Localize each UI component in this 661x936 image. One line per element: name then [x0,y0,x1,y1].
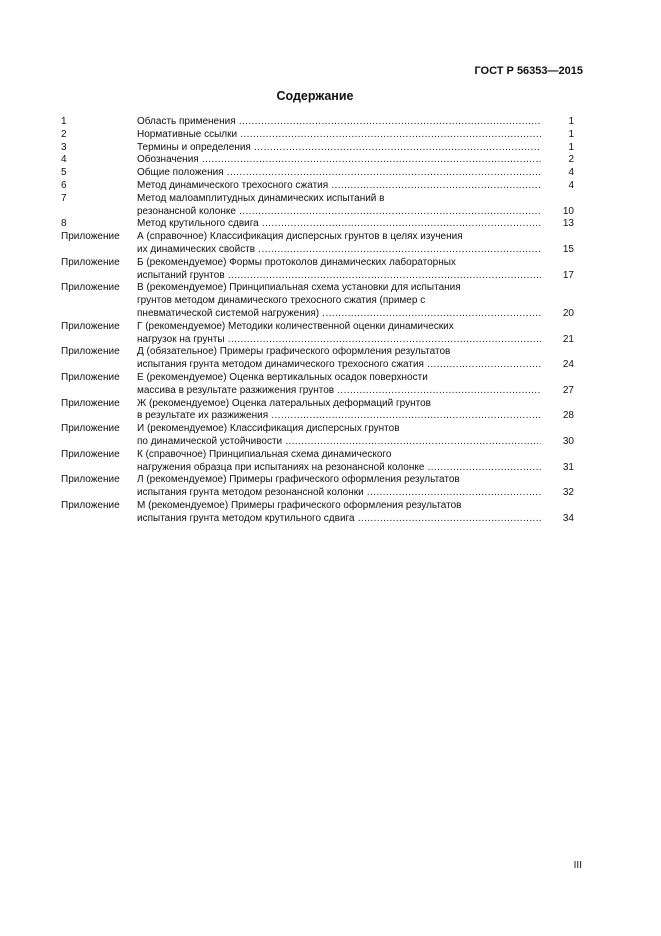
toc-entry-title-line: Метод крутильного сдвига ..... [137,218,541,231]
toc-entry-page: 15 [562,243,574,255]
toc-entry-page: 27 [562,384,574,396]
toc-entry-page: 21 [562,333,574,345]
toc-entry-title-line: Метод динамического трехосного сжатия ..... [137,180,541,193]
toc-entry-number: Приложение [61,423,120,435]
toc-entry-page: 2 [568,154,574,166]
toc-entry[interactable] [0,167,661,180]
toc-entry-number: Приложение [61,231,120,243]
toc-entry-title-line: В (рекомендуемое) Принципиальная схема установки для испытания [137,282,461,294]
toc-entry-page: 24 [562,359,574,371]
toc-entry-title-line: Б (рекомендуемое) Формы протоколов динамических лабораторных [137,256,456,268]
toc-entry-page: 1 [568,128,574,140]
toc-entry-title-line: по динамической устойчивости ..... [137,436,541,449]
toc-entry-page: 4 [568,167,574,179]
toc-entry-page: 10 [562,205,574,217]
toc-entry-title-line: грунтов методом динамического трехосного сжатия (пример с [137,295,426,307]
toc-entry[interactable] [0,180,661,193]
toc-entry-page: 32 [562,487,574,499]
toc-entry[interactable] [0,116,661,129]
toc-entry-title-line: нагрузок на грунты ..... [137,334,541,347]
toc-entry-number: 7 [61,192,67,204]
toc-entry[interactable] [0,398,661,424]
toc-entry-title-line: испытания грунта методом динамического трехосного сжатия ..... [137,359,541,372]
page-number: III [573,860,582,871]
toc-entry[interactable] [0,321,661,347]
toc-entry-page: 20 [562,307,574,319]
toc-entry-number: 1 [61,116,67,127]
toc-entry[interactable] [0,154,661,167]
toc-entry[interactable] [0,257,661,283]
toc-entry-number: 6 [61,179,67,191]
toc-entry[interactable] [0,423,661,449]
toc-entry-title-line: испытания грунта методом резонансной колонки ..... [137,487,541,500]
toc-entry-title-line: испытания грунта методом крутильного сдвига ..... [137,513,541,526]
toc-entry-page: 1 [568,141,574,153]
toc-entry-title-line: И (рекомендуемое) Классификация дисперсных грунтов [137,423,400,435]
toc-entry[interactable] [0,474,661,500]
toc-entry[interactable] [0,500,661,526]
toc-entry-page: 1 [568,116,574,127]
toc-entry-number: 4 [61,154,67,166]
toc-entry-title-line: Нормативные ссылки ..... [137,129,541,142]
toc-entry[interactable] [0,218,661,231]
toc-entry-number: 5 [61,167,67,179]
toc-entry-title-line: Ж (рекомендуемое) Оценка латеральных деформаций грунтов [137,397,431,409]
toc-entry-title-line: пневматической системой нагружения) ..... [137,308,541,321]
toc-entry-title-line: Общие положения ..... [137,167,541,180]
toc-entry-page: 17 [562,269,574,281]
toc-entry-title-line: Л (рекомендуемое) Примеры графического оформления результатов [137,474,460,486]
toc-entry-title-line: резонансной колонке ..... [137,206,541,219]
toc-entry[interactable] [0,282,661,320]
toc-entry[interactable] [0,346,661,372]
toc-title: Содержание [276,89,354,103]
toc-entry-number: 8 [61,218,67,230]
toc-entry-number: 3 [61,141,67,153]
toc-entry-page: 28 [562,410,574,422]
toc-entry-title-line: Метод малоамплитудных динамических испытаний в [137,192,385,204]
table-of-contents [0,116,661,526]
toc-entry-title-line: Обозначения ..... [137,154,541,167]
toc-entry-page: 13 [562,218,574,230]
toc-entry-number: Приложение [61,256,120,268]
toc-entry-title-line: М (рекомендуемое) Примеры графического оформления результатов [137,499,462,511]
toc-entry-title-line: нагружения образца при испытаниях на резонансной колонке ..... [137,462,541,475]
toc-entry-title-line: Термины и определения ..... [137,142,541,155]
toc-entry[interactable] [0,449,661,475]
toc-entry-number: 2 [61,128,67,140]
toc-entry-page: 4 [568,179,574,191]
toc-entry-page: 30 [562,435,574,447]
standard-designation: ГОСТ Р 56353—2015 [474,65,583,77]
toc-entry-number: Приложение [61,448,120,460]
toc-entry-number: Приложение [61,320,120,332]
toc-entry-number: Приложение [61,282,120,294]
toc-entry-title-line: Г (рекомендуемое) Методики количественной оценки динамических [137,320,454,332]
toc-entry[interactable] [0,142,661,155]
toc-entry-number: Приложение [61,499,120,511]
toc-entry-number: Приложение [61,346,120,358]
toc-entry-number: Приложение [61,397,120,409]
toc-entry-number: Приложение [61,474,120,486]
toc-entry-page: 31 [562,461,574,473]
toc-entry[interactable] [0,193,661,219]
toc-entry[interactable] [0,372,661,398]
toc-entry-title-line: А (справочное) Классификация дисперсных грунтов в целях изучения [137,231,463,243]
toc-entry-title-line: массива в результате разжижения грунтов ..... [137,385,541,398]
toc-entry-title-line: их динамических свойств ..... [137,244,541,257]
toc-entry-title-line: Область применения ..... [137,116,541,129]
toc-entry[interactable] [0,129,661,142]
toc-entry-title-line: Е (рекомендуемое) Оценка вертикальных осадок поверхности [137,371,428,383]
toc-entry-title-line: Д (обязательное) Примеры графического оформления результатов [137,346,451,358]
toc-entry-title-line: К (справочное) Принципиальная схема динамического [137,448,392,460]
toc-entry-number: Приложение [61,371,120,383]
toc-entry[interactable] [0,231,661,257]
toc-entry-title-line: испытаний грунтов ..... [137,270,541,283]
toc-entry-page: 34 [562,512,574,524]
toc-entry-title-line: в результате их разжижения ..... [137,410,541,423]
